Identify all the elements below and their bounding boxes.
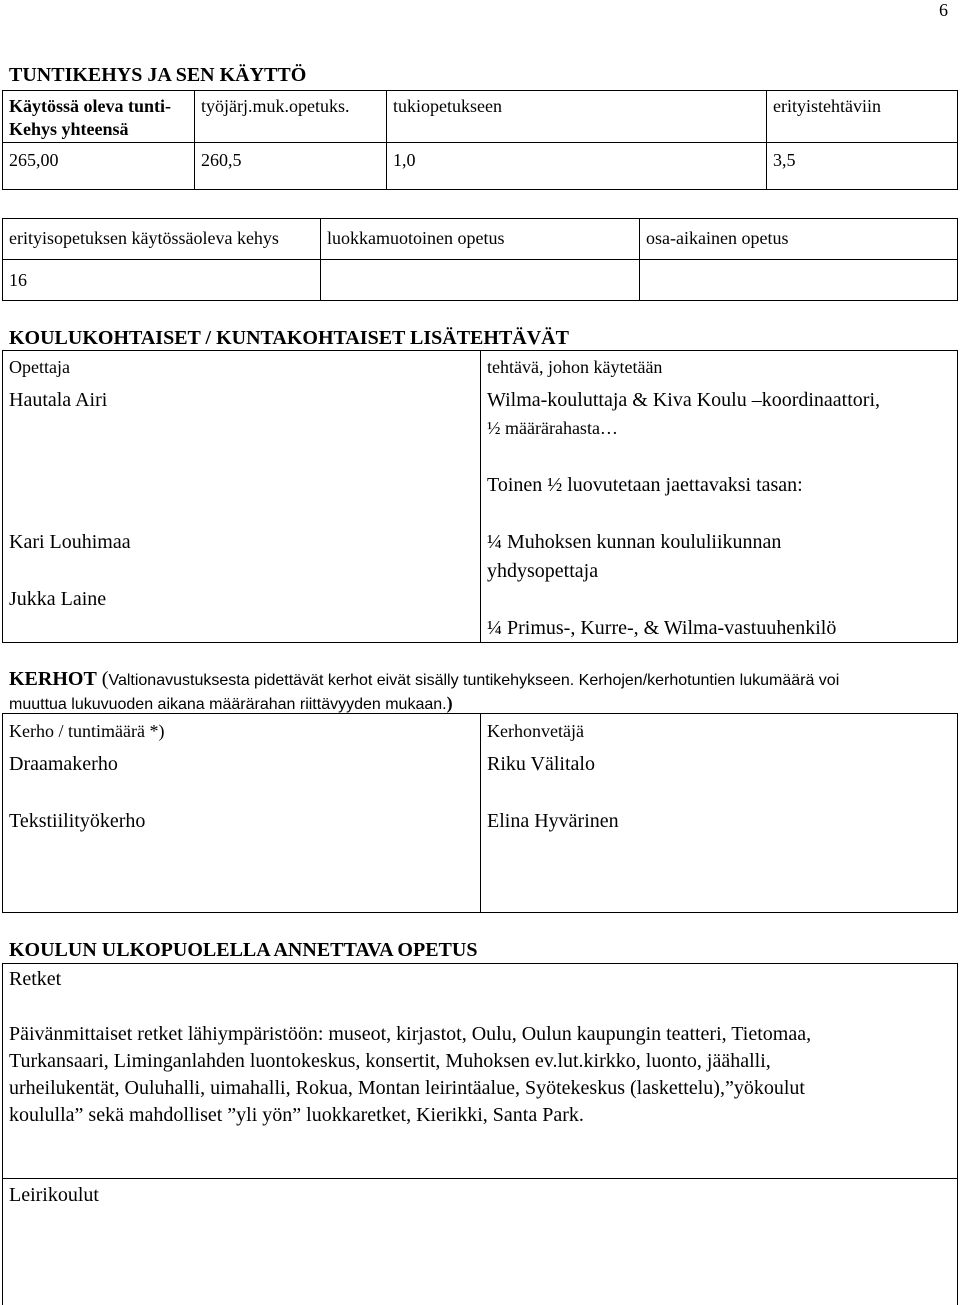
- leirikoulut-label: Leirikoulut: [9, 1184, 99, 1206]
- header-luokkamuotoinen: luokkamuotoinen opetus: [327, 228, 505, 248]
- retket-line-1: Päivänmittaiset retket lähiympäristöön: museot, kirjastot, Oulu, Oulun kaupungin teatteri, Tietomaa,: [9, 1023, 812, 1045]
- table-divider: [320, 218, 321, 301]
- club-tekstiilityokerho: Tekstiilityökerho: [9, 810, 146, 832]
- value-erityisopetus-kehys: 16: [9, 270, 27, 290]
- header-kerho: Kerho / tuntimäärä *): [9, 721, 165, 741]
- header-kehys-line1: Käytössä oleva tunti-: [9, 96, 171, 116]
- table-divider: [2, 1178, 958, 1179]
- task-maararahasta: ½ määrärahasta…: [487, 418, 618, 438]
- lisatehtavat-heading: KOULUKOHTAISET / KUNTAKOHTAISET LISÄTEHTÄVÄT: [9, 327, 569, 349]
- header-kehys-line2: Kehys yhteensä: [9, 119, 129, 139]
- kerhot-note-line2-wrap: [9, 693, 453, 714]
- value-tyojarj: 260,5: [201, 150, 242, 170]
- kerhot-heading-line: [9, 668, 839, 691]
- kerhot-heading: KERHOT: [9, 668, 97, 690]
- table-divider: [480, 350, 481, 643]
- page-number: 6: [939, 0, 948, 20]
- retket-line-4: koululla” sekä mahdolliset ”yli yön” luokkaretket, Kierikki, Santa Park.: [9, 1104, 584, 1126]
- table-divider: [639, 218, 640, 301]
- header-tyojarj: työjärj.muk.opetuks.: [201, 96, 350, 116]
- kerhot-note-line2: muuttua lukuvuoden aikana määrärahan riittävyyden mukaan.: [9, 696, 447, 713]
- retket-line-3: urheilukentät, Ouluhalli, uimahalli, Rokua, Montan leirintäalue, Syötekeskus (laskettelu),”yökoulut: [9, 1077, 805, 1099]
- kerhot-paren-close: ): [446, 693, 453, 713]
- kerhot-paren-open: (: [101, 668, 109, 690]
- leader-hyvarinen: Elina Hyvärinen: [487, 810, 619, 832]
- table-divider: [194, 90, 195, 190]
- value-tukiopetus: 1,0: [393, 150, 416, 170]
- header-erityisopetus-kehys: erityisopetuksen käytössäoleva kehys: [9, 228, 279, 248]
- kerhot-note-line1: Valtionavustuksesta pidettävät kerhot eivät sisälly tuntikehykseen. Kerhojen/kerhotuntien lukumäärä voi: [108, 672, 840, 689]
- table-divider: [2, 259, 958, 260]
- teacher-laine: Jukka Laine: [9, 588, 107, 610]
- header-osa-aikainen: osa-aikainen opetus: [646, 228, 789, 248]
- task-toinen-puolikas: Toinen ½ luovutetaan jaettavaksi tasan:: [487, 474, 803, 496]
- table-divider: [2, 142, 958, 143]
- value-erityistehtavat: 3,5: [773, 150, 796, 170]
- retket-label: Retket: [9, 968, 62, 990]
- task-vastuuhenkilo: ¼ Primus-, Kurre-, & Wilma-vastuuhenkilö: [487, 617, 837, 639]
- club-draamakerho: Draamakerho: [9, 753, 118, 775]
- header-kerhonvetaja: Kerhonvetäjä: [487, 721, 584, 741]
- table-divider: [480, 713, 481, 913]
- retket-line-2: Turkansaari, Liminganlahden luontokeskus, konsertit, Muhoksen ev.lut.kirkko, luonto, jäähalli,: [9, 1050, 771, 1072]
- task-wilma-kouluttaja: Wilma-kouluttaja & Kiva Koulu –koordinaattori,: [487, 389, 880, 411]
- header-erityistehtavat: erityistehtäviin: [773, 96, 881, 116]
- header-opettaja: Opettaja: [9, 357, 70, 377]
- task-yhdysopettaja-line2: yhdysopettaja: [487, 560, 599, 582]
- value-kehys: 265,00: [9, 150, 59, 170]
- header-tehtava: tehtävä, johon käytetään: [487, 357, 663, 377]
- tuntikehys-heading: TUNTIKEHYS JA SEN KÄYTTÖ: [9, 64, 307, 86]
- teacher-louhimaa: Kari Louhimaa: [9, 531, 131, 553]
- ulkopuolella-table: [2, 963, 958, 1305]
- table-divider: [386, 90, 387, 190]
- leader-valitalo: Riku Välitalo: [487, 753, 595, 775]
- header-tukiopetus: tukiopetukseen: [393, 96, 502, 116]
- task-yhdysopettaja-line1: ¼ Muhoksen kunnan koululiikunnan: [487, 531, 782, 553]
- teacher-hautala: Hautala Airi: [9, 389, 108, 411]
- table-divider: [766, 90, 767, 190]
- ulkopuolella-heading: KOULUN ULKOPUOLELLA ANNETTAVA OPETUS: [9, 939, 478, 961]
